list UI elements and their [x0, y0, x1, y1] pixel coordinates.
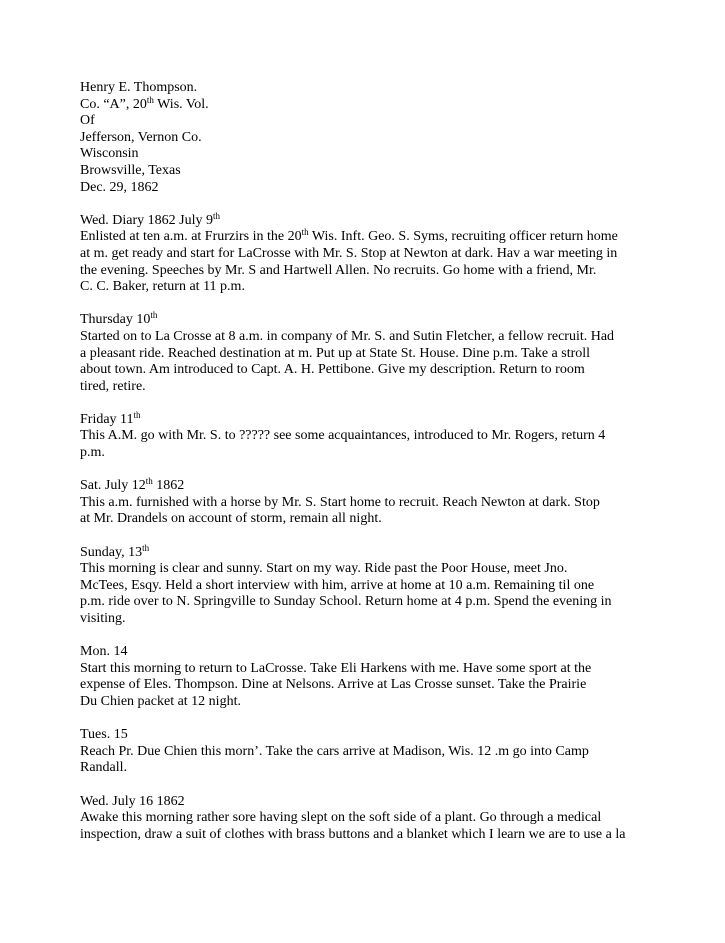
- entry-date: Friday 11th: [80, 409, 141, 427]
- diary-entry: [80, 210, 655, 296]
- entry-text: This A.M. go with Mr. S. to ????? see some acquaintances, introduced to Mr. Rogers, return 4 p.m.: [80, 428, 606, 461]
- diary-header: [80, 80, 655, 196]
- writing-location: Browsville, Texas: [80, 162, 181, 178]
- entry-date: Wed. July 16 1862: [80, 793, 185, 809]
- diary-entry: [80, 727, 655, 777]
- entry-date: Mon. 14: [80, 644, 128, 660]
- author-state: Wisconsin: [80, 146, 139, 162]
- diary-entry: [80, 409, 655, 462]
- author-name: Henry E. Thompson.: [80, 80, 198, 95]
- entry-text: This morning is clear and sunny. Start on my way. Ride past the Poor House, meet Jno. McTees, Esqy. Held a short interview with him, arrive at home at 10 a.m. Remaining til one p.m. ride over to N. Springville to Sunday School. Return home at 4 p.m. Spend the evening in visiting.: [80, 561, 612, 626]
- diary-entry: [80, 542, 655, 628]
- entry-date: Sat. July 12th 1862: [80, 476, 185, 494]
- header-of: Of: [80, 113, 95, 129]
- entry-date: Wed. Diary 1862 July 9th: [80, 210, 221, 228]
- diary-entry: [80, 794, 655, 844]
- diary-text: [80, 80, 655, 843]
- diary-entry: [80, 478, 655, 528]
- writing-date: Dec. 29, 1862: [80, 179, 159, 195]
- entry-text: Start this morning to return to LaCrosse. Take Eli Harkens with me. Have some sport at the expense of Eles. Thompson. Dine at Nelsons. Arrive at Las Crosse sunset. Take the Prairie Du Chien packet at 12 night.: [80, 660, 592, 709]
- entry-date: Thursday 10th: [80, 310, 158, 328]
- entry-date: Sunday, 13th: [80, 542, 150, 560]
- diary-entry: [80, 312, 655, 395]
- diary-entry: [80, 644, 655, 710]
- author-company: Co. “A”, 20th Wis. Vol.: [80, 94, 209, 112]
- entry-text: Enlisted at ten a.m. at Frurzirs in the 20th Wis. Inft. Geo. S. Syms, recruiting officer return home at m. get ready and start for LaCrosse with Mr. S. Stop at Newton at dark. Hav a war meeting in the evening. Speeches by Mr. S and Hartwell Allen. No recruits. Go home with a friend, Mr. C. C. Baker, return at 11 p.m.: [80, 227, 618, 295]
- author-place: Jefferson, Vernon Co.: [80, 129, 202, 145]
- entry-text: Started on to La Crosse at 8 a.m. in company of Mr. S. and Sutin Fletcher, a fellow recruit. Had a pleasant ride. Reached destination at m. Put up at State St. House. Dine p.m. Take a stroll about town. Am introduced to Capt. A. H. Pettibone. Give my description. Return to room tired, retire.: [80, 328, 615, 394]
- entry-text: Awake this morning rather sore having slept on the soft side of a plant. Go through a medical inspection, draw a suit of clothes with brass buttons and a blanket which I learn we are to use a la: [80, 810, 626, 842]
- entry-text: Reach Pr. Due Chien this morn’. Take the cars arrive at Madison, Wis. 12 .m go into Camp Randall.: [80, 743, 589, 776]
- entry-date: Tues. 15: [80, 727, 128, 743]
- entry-text: This a.m. furnished with a horse by Mr. S. Start home to recruit. Reach Newton at dark. Stop at Mr. Drandels on account of storm, remain all night.: [80, 494, 600, 527]
